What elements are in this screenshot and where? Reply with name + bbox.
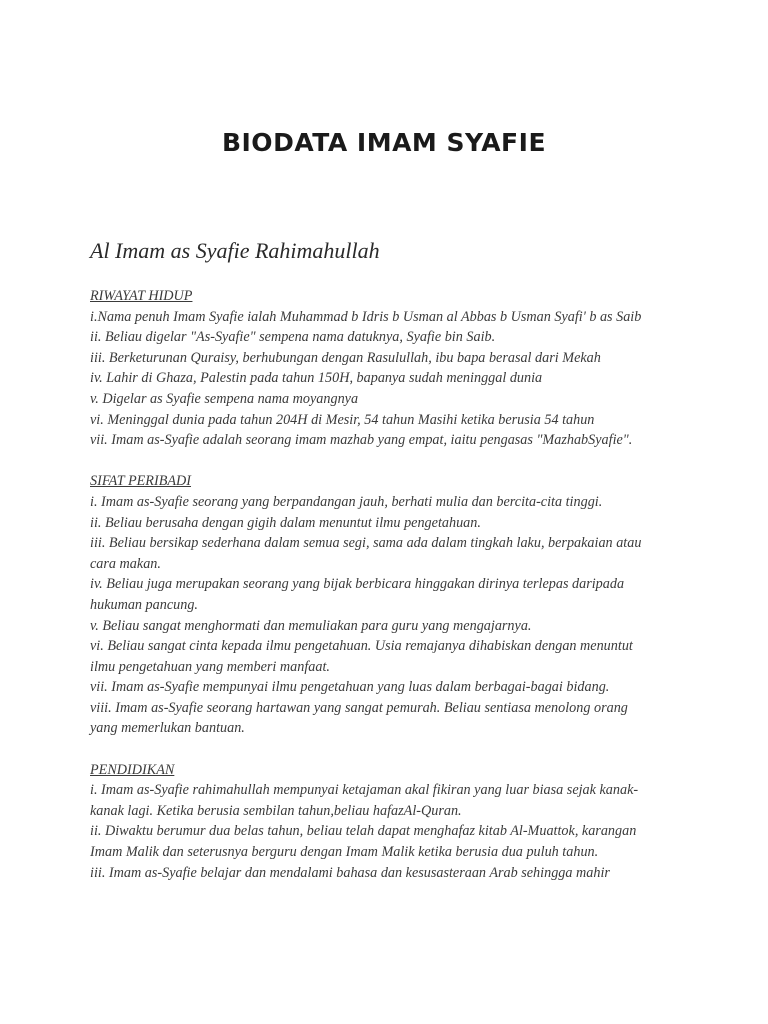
document-title: BIODATA IMAM SYAFIE [221,128,547,157]
paragraph-line: i. Imam as-Syafie seorang yang berpandangan jauh, berhati mulia dan bercita-cita tinggi. [90,493,603,510]
paragraph-line: v. Digelar as Syafie sempena nama moyangnya [90,390,359,407]
paragraph-line: Imam Malik dan seterusnya berguru dengan Imam Malik ketika berusia dua puluh tahun. [90,844,599,861]
paragraph-line: cara makan. [90,555,161,572]
paragraph-line: hukuman pancung. [90,596,198,613]
paragraph-line: v. Beliau sangat menghormati dan memuliakan para guru yang mengajarnya. [90,617,532,634]
paragraph-line: iv. Beliau juga merupakan seorang yang bijak berbicara hinggakan dirinya terlepas daripada [90,576,625,593]
paragraph-line: kanak lagi. Ketika berusia sembilan tahun,beliau hafazAl-Quran. [90,802,462,819]
section-heading: PENDIDIKAN [90,761,175,778]
section-pendidikan [90,760,690,884]
document-body [90,286,690,883]
paragraph-line: yang memerlukan bantuan. [90,720,245,737]
paragraph-line: iii. Beliau bersikap sederhana dalam semua segi, sama ada dalam tingkah laku, berpakaian atau [90,535,642,552]
paragraph-line: vii. Imam as-Syafie mempunyai ilmu pengetahuan yang luas dalam berbagai-bagai bidang. [90,679,610,696]
paragraph-line: vii. Imam as-Syafie adalah seorang imam mazhab yang empat, iaitu pengasas "MazhabSyafie". [90,432,633,449]
paragraph-line: ii. Diwaktu berumur dua belas tahun, beliau telah dapat menghafaz kitab Al-Muattok, karangan [90,823,637,840]
paragraph-line: ilmu pengetahuan yang memberi manfaat. [90,658,330,675]
section-heading: RIWAYAT HIDUP [90,288,193,304]
paragraph-line: iii. Berketurunan Quraisy, berhubungan dengan Rasulullah, ibu bapa berasal dari Mekah [90,349,601,366]
section-riwayat-hidup [90,286,690,451]
paragraph-line: ii. Beliau digelar "As-Syafie" sempena nama datuknya, Syafie bin Saib. [90,329,496,346]
paragraph-line: ii. Beliau berusaha dengan gigih dalam menuntut ilmu pengetahuan. [90,514,481,531]
paragraph-line: iv. Lahir di Ghaza, Palestin pada tahun 150H, bapanya sudah meninggal dunia [90,370,543,387]
paragraph-line: vi. Meninggal dunia pada tahun 204H di Mesir, 54 tahun Masihi ketika berusia 54 tahun [90,411,595,428]
paragraph-line: i. Imam as-Syafie rahimahullah mempunyai ketajaman akal fikiran yang luar biasa sejak kanak- [90,782,639,799]
paragraph-line: viii. Imam as-Syafie seorang hartawan yang sangat pemurah. Beliau sentiasa menolong orang [90,699,628,716]
section-sifat-peribadi [90,471,690,739]
paragraph-line: iii. Imam as-Syafie belajar dan mendalami bahasa dan kesusasteraan Arab sehingga mahir [90,864,610,881]
paragraph-line: vi. Beliau sangat cinta kepada ilmu pengetahuan. Usia remajanya dihabiskan dengan menuntut [90,638,633,655]
section-heading: SIFAT PERIBADI [90,473,192,490]
paragraph-line: i.Nama penuh Imam Syafie ialah Muhammad b Idris b Usman al Abbas b Usman Syafi' b as Saib [90,308,642,325]
document-subtitle: Al Imam as Syafie Rahimahullah [90,238,380,263]
